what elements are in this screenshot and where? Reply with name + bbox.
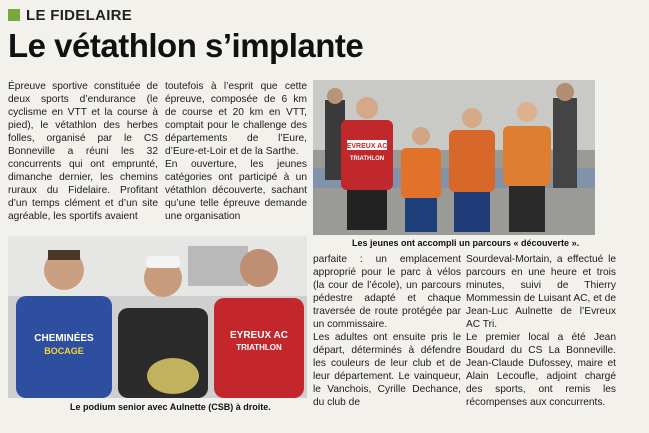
photo-podium [8, 236, 307, 398]
jersey-text: TRIATHLON [236, 343, 282, 352]
article-paragraph: En ouverture, les jeunes catégories ont participé à un vétathlon découverte, sachant qu’une telle épreuve demande une organisation [165, 159, 307, 222]
section-tag-square [8, 9, 20, 21]
jersey-text: BOCAGE [44, 346, 84, 356]
article-column-4 [466, 253, 616, 409]
section-label: LE FIDELAIRE [26, 6, 133, 24]
article-paragraph: Le premier local a été Jean Boudard du CS La Bonneville. Jean-Claude Dufossey, maire et Alain Lecoufle, adjoint chargé des sports, ont remis les récompenses aux concurrents. [466, 332, 616, 408]
article-paragraph: Sourdeval-Mortain, a effectué le parcours en une heure et trois minutes, suivi de Thierry Mommessin de Luisant AC, et de Jean-Luc Aulnette de l’Evreux AC Tri. [466, 254, 616, 330]
section-tag [8, 5, 132, 25]
photo-podium-caption: Le podium senior avec Aulnette (CSB) à droite. [70, 402, 271, 412]
jersey-text: EYREUX AC [230, 330, 288, 341]
jersey-text: CHEMINÉES [34, 333, 94, 344]
photo-podium-illustration [8, 236, 307, 398]
jersey-text: TRIATHLON [349, 156, 385, 162]
article-column-2 [165, 80, 307, 223]
photo-youth-caption: Les jeunes ont accompli un parcours « découverte ». [352, 238, 580, 248]
article-paragraph: Les adultes ont ensuite pris le départ, déterminés à défendre les couleurs de leur club et de leur département. Le vainqueur, le Vanchois, Cyrille Dechance, du club de [313, 332, 461, 408]
article-column-1 [8, 80, 158, 223]
article-column-3 [313, 253, 461, 409]
jersey-text: EVREUX AC [346, 143, 388, 150]
article-paragraph: Épreuve sportive constituée de deux sports d’endurance (le cyclisme en VTT et la course à pied), le vétathlon des herbes folles, organisé par le CS Bonneville a réuni les 32 concurrents qui ont emprunté, dimanche dernier, les chemins ruraux du Fidelaire. Profitant d’un temps clément et d’un site agréable, les sportifs avaient [8, 81, 158, 222]
article-paragraph: parfaite : un emplacement approprié pour le parc à vélos (la cour de l’école), un parcours pédestre adapté et chaque traversée de route protégée par un commissaire. [313, 254, 461, 330]
photo-youth [313, 80, 595, 235]
headline: Le vétathlon s’implante [8, 27, 364, 64]
photo-youth-illustration [313, 80, 595, 235]
article-paragraph: toutefois à l’esprit que cette épreuve, composée de 6 km de course et 20 km en VTT, comptait pour le challenge des départements de l’Eure, d’Eure-et-Loir et de la Sarthe. [165, 81, 307, 157]
